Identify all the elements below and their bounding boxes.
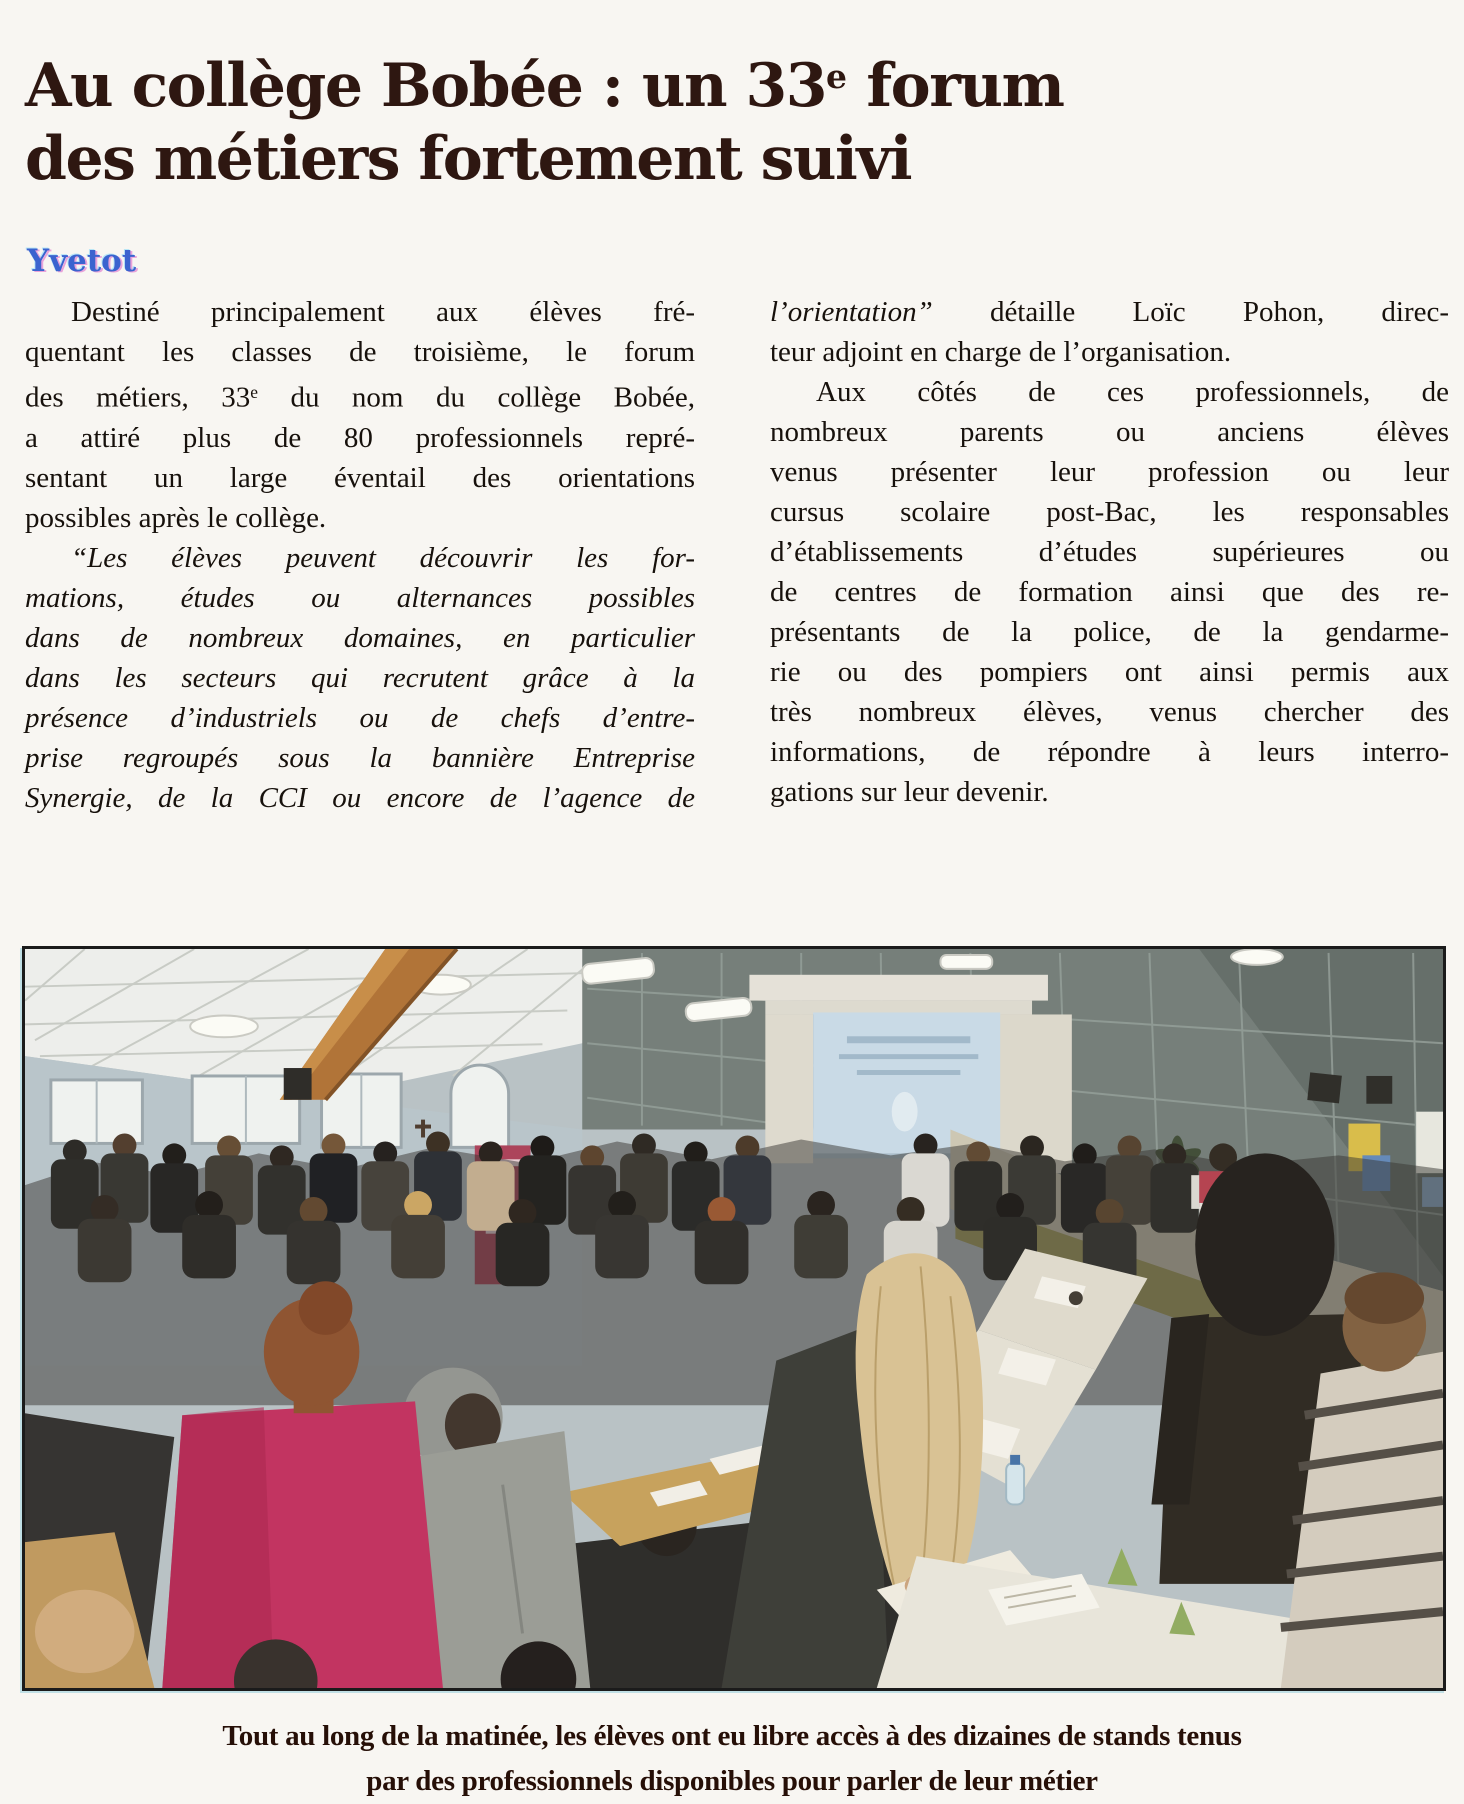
text-line: prise regroupés sous la bannière Entreprise [25, 741, 695, 774]
text-line: Destiné principalement aux élèves fré- [71, 296, 695, 328]
text-line: dans les secteurs qui recrutent grâce à la [25, 661, 695, 694]
scan-haze-overlay [25, 949, 1443, 1688]
text-line: rie ou des pompiers ont ainsi permis aux [770, 656, 1449, 688]
text-line: nombreux parents ou anciens élèves [770, 416, 1449, 448]
text-line: mations, études ou alternances possibles [25, 581, 695, 614]
forum-photo [22, 946, 1446, 1691]
location-tag: Yvetot [27, 243, 137, 279]
text-line: présence d’industriels ou de chefs d’entre- [25, 701, 695, 734]
text-line: informations, de répondre à leurs interro- [770, 736, 1449, 768]
photo-caption [0, 1714, 1464, 1804]
text-line: possibles après le collège. [25, 501, 327, 534]
headline-part1: Au collège Bobée : un 33 [25, 51, 826, 122]
headline-part3: des métiers fortement suivi [25, 124, 911, 195]
headline-superscript: e [825, 57, 847, 97]
text-line: Synergie, de la CCI ou encore de l’agence de [25, 781, 695, 814]
headline-part2: forum [846, 51, 1064, 122]
text-line: l’orientation” détaille Loïc Pohon, direc- [770, 296, 1450, 328]
photo-caption-line1: Tout au long de la matinée, les élèves ont eu libre accès à des dizaines de stands tenus [222, 1720, 1242, 1752]
text-line: Aux côtés de ces professionnels, de [816, 376, 1449, 408]
text-line: sentant un large éventail des orientations [25, 461, 695, 494]
text-line: présentants de la police, de la gendarme- [770, 616, 1449, 648]
text-line: venus présenter leur profession ou leur [770, 456, 1449, 488]
photo-caption-line2: par des professionnels disponibles pour parler de leur métier [366, 1765, 1098, 1797]
text-line: des métiers, 33e du nom du collège Bobée, [25, 381, 696, 414]
text-line: “Les élèves peuvent découvrir les for- [71, 541, 695, 574]
headline [25, 40, 1445, 196]
text-line: teur adjoint en charge de l’organisation. [770, 336, 1232, 368]
text-line: d’établissements d’études supérieures ou [770, 536, 1449, 568]
text-line: quentant les classes de troisième, le forum [25, 336, 695, 368]
text-line: cursus scolaire post-Bac, les responsables [770, 496, 1449, 528]
forum-photo-illustration [25, 949, 1443, 1688]
text-line: dans de nombreux domaines, en particulier [25, 621, 695, 654]
text-line: de centres de formation ainsi que des re- [770, 576, 1449, 608]
article-right-column [770, 292, 1449, 812]
article-left-column [25, 292, 695, 818]
text-line: gations sur leur devenir. [770, 776, 1049, 808]
text-line: très nombreux élèves, venus chercher des [770, 696, 1449, 728]
text-line: a attiré plus de 80 professionnels repré- [25, 421, 695, 454]
